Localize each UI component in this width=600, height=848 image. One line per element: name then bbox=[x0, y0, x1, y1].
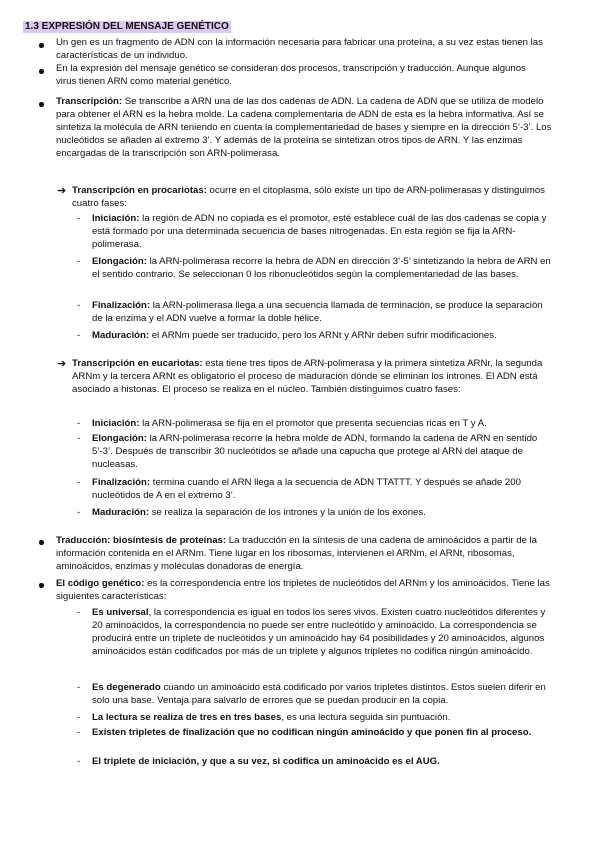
phase-term: Iniciación: bbox=[92, 418, 140, 429]
procariotas-term: Transcripción en procariotas: bbox=[72, 185, 207, 196]
phase-term: Iniciación: bbox=[92, 213, 140, 224]
codigo-item-text: , la correspondencia es igual en todos los seres vivos. Existen cuatro nucleótidos diferentes y 20 aminoácidos, la correspondencia no puede ser entre nucleótido y aminoácido. La correspondencia se producirá entre un triplete de nucleótidos y un aminoácido hay 64 posibilidades y 20 aminoácidos, algunos aminoácidos están codificados por más de un triplete y algunos tripletes no codifica ningún aminoácido. bbox=[92, 607, 546, 657]
arrow-icon: ➔ bbox=[57, 358, 67, 370]
dash-marker: - bbox=[77, 256, 81, 267]
section-title: 1.3 EXPRESIÓN DEL MENSAJE GENÉTICO bbox=[25, 21, 229, 32]
codigo-finalizacion bbox=[92, 727, 553, 740]
codigo-item-term: Es degenerado bbox=[92, 682, 161, 693]
codigo-item-text: cuando un aminoácido está codificado por varios tripletes distintos. Estos suelen diferir en solo una base. Ventaja para salvarlo de errores que se puedan producir en la copia. bbox=[92, 682, 546, 706]
eucariotas-phase-finalizacion bbox=[92, 477, 553, 503]
codigo-item-term: El triplete de iniciación, y que a su vez, si codifica un aminoácido es el AUG. bbox=[92, 756, 440, 767]
codigo-item-term: Existen tripletes de finalización que no codifican ningún aminoácido y que ponen fin al proceso. bbox=[92, 727, 532, 738]
codigo-item-term: La lectura se realiza de tres en tres bases bbox=[92, 712, 282, 723]
procariotas-phase-maduracion bbox=[92, 330, 562, 343]
dash-marker: - bbox=[77, 213, 81, 224]
dash-marker: - bbox=[77, 418, 81, 429]
traduccion-paragraph bbox=[56, 535, 553, 574]
phase-term: Finalización: bbox=[92, 300, 151, 311]
dash-marker: - bbox=[77, 507, 81, 518]
phase-text: la ARN-polimerasa recorre la hebra de ADN en dirección 3’-5’ sintetizando la hebra de ARN en el sentido contrario. Se seleccionan 0 los ribonucleótidos según la complementariedad de las bases. bbox=[92, 256, 551, 280]
bullet-dot bbox=[39, 102, 44, 107]
codigo-item-term: Es universal bbox=[92, 607, 149, 618]
procariotas-text: ocurre en el citoplasma, sólo existe un tipo de ARN-polimerasas y distinguimos cuatro fases: bbox=[72, 185, 545, 209]
codigo-lectura bbox=[92, 712, 562, 725]
dash-marker: - bbox=[77, 330, 81, 341]
eucariotas-phase-maduracion bbox=[92, 507, 562, 520]
codigo-iniciacion bbox=[92, 756, 562, 769]
phase-term: Finalización: bbox=[92, 477, 151, 488]
eucariotas-text: esta tiene tres tipos de ARN-polimerasa y la primera sintetiza ARNr, la segunda ARNm y la tercera ARNt es obligatorio el proceso de maduración dónde se eliminan los intrones. El ADN está asociado a histonas. El proceso se realiza en el núcleo. También distinguimos cuatro fases: bbox=[72, 358, 543, 395]
procariotas-phase-finalizacion bbox=[92, 300, 553, 326]
intro-expresion-paragraph bbox=[56, 63, 526, 89]
transcripcion-text: Se transcribe a ARN una de las dos cadenas de ADN. La cadena de ADN que se utiliza de modelo para obtener el ARN es la hebra molde. La cadena complementaria de ADN de esta es la hebra informativa. Así se sintetiza la molécula de ARN teniendo en cuenta la complementariedad de bases y siempre en la dirección 5’-3’. Los nucleótidos se añaden al extremo 3’. Y además de la proteína se sintetizan otros tipos de ARN. Y las enzimas encargadas de la transcripción son ARN-polimerasa. bbox=[56, 96, 552, 159]
dash-marker: - bbox=[77, 682, 81, 693]
eucariotas-paragraph bbox=[72, 358, 553, 397]
codigo-text: es la correspondencia entre los tripletes de nucleótidos del ARNm y los aminoácidos. Tiene las siguientes características: bbox=[56, 578, 550, 602]
procariotas-paragraph bbox=[72, 185, 550, 211]
bullet-dot bbox=[39, 43, 44, 48]
transcripcion-term: Transcripción: bbox=[56, 96, 123, 107]
eucariotas-phase-elongacion bbox=[92, 433, 553, 472]
eucariotas-phase-iniciacion bbox=[92, 418, 562, 431]
dash-marker: - bbox=[77, 433, 81, 444]
bullet-dot bbox=[39, 69, 44, 74]
bullet-dot bbox=[39, 583, 44, 588]
dash-marker: - bbox=[77, 477, 81, 488]
phase-text: la ARN-polimerasa se fija en el promotor que presenta secuencias ricas en T y A. bbox=[139, 418, 487, 429]
phase-text: el ARNm puede ser traducido, pero los ARNt y ARNr deben sufrir modificaciones. bbox=[149, 330, 497, 341]
dash-marker: - bbox=[77, 712, 81, 723]
bullet-dot bbox=[39, 540, 44, 545]
phase-text: la región de ADN no copiada es el promotor, esté establece cuál de las dos cadenas se copia y está formado por una determinada secuencia de bases nitrogenadas. En esta región se fija la ARN-polimerasa. bbox=[92, 213, 547, 250]
eucariotas-term: Transcripción en eucariotas: bbox=[72, 358, 203, 369]
codigo-degenerado bbox=[92, 682, 553, 708]
traduccion-text: La traducción en la síntesis de una cadena de aminoácidos a partir de la información contenida en el ARNm. Tiene lugar en los ribosomas, intervienen el ARNm, el ARNt, ribosomas, aminoácidos, enzimas y moléculas donadoras de energía. bbox=[56, 535, 537, 572]
codigo-paragraph bbox=[56, 578, 553, 604]
phase-term: Maduración: bbox=[92, 507, 150, 518]
intro-gen-paragraph bbox=[56, 37, 548, 63]
transcripcion-paragraph bbox=[56, 96, 553, 161]
dash-marker: - bbox=[77, 727, 81, 738]
phase-term: Elongación: bbox=[92, 433, 147, 444]
intro-expresion-text: En la expresión del mensaje genético se consideran dos procesos, transcripción y traducción. Aunque algunos virus tienen ARN como material genético. bbox=[56, 63, 526, 87]
codigo-item-text: , es una lectura seguida sin puntuación. bbox=[281, 712, 451, 723]
codigo-universal bbox=[92, 607, 553, 659]
phase-term: Maduración: bbox=[92, 330, 150, 341]
phase-text: se realiza la separación de los intrones y la unión de los exones. bbox=[149, 507, 426, 518]
dash-marker: - bbox=[77, 756, 81, 767]
codigo-term: El código genético: bbox=[56, 578, 145, 589]
dash-marker: - bbox=[77, 607, 81, 618]
dash-marker: - bbox=[77, 300, 81, 311]
intro-gen-text: Un gen es un fragmento de ADN con la información necesaria para fabricar una proteína, a su vez estas tienen las características de un individuo. bbox=[56, 37, 543, 61]
phase-text: termina cuando el ARN llega a la secuencia de ADN TTATTT. Y después se añade 200 nucleótidos de A en el extremo 3’. bbox=[92, 477, 521, 501]
procariotas-phase-elongacion bbox=[92, 256, 553, 282]
arrow-icon: ➔ bbox=[57, 185, 67, 197]
procariotas-phase-iniciacion bbox=[92, 213, 553, 252]
phase-text: la ARN-polimerasa recorre la hebra molde de ADN, formando la cadena de ARN en sentido 5’-3’. Después de transcribir 30 nucleótidos se añade una capucha que protege al ARN del ataque de nucleasas. bbox=[92, 433, 538, 470]
phase-text: la ARN-polimerasa llega a una secuencia llamada de terminación, se produce la separación de la enzima y el ADN vuelve a formar la doble hélice. bbox=[92, 300, 543, 324]
phase-term: Elongación: bbox=[92, 256, 147, 267]
traduccion-term: Traducción: biosíntesis de proteínas: bbox=[56, 535, 227, 546]
